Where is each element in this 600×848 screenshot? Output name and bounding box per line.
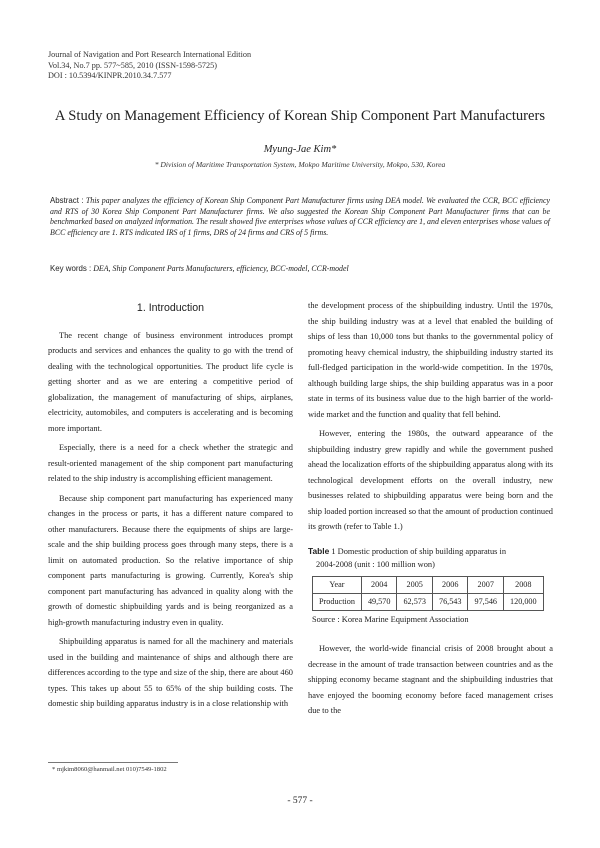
table-cell: Year bbox=[313, 576, 362, 593]
table-cell: 120,000 bbox=[504, 593, 544, 610]
author-affiliation: * Division of Maritime Transportation System, Mokpo Maritime University, Mokpo, 530, Korea bbox=[154, 160, 446, 169]
right-column bbox=[308, 298, 553, 719]
production-table bbox=[312, 576, 544, 611]
table-cell: 2005 bbox=[397, 576, 433, 593]
table-cell: 2007 bbox=[468, 576, 504, 593]
table-source: Source : Korea Marine Equipment Association bbox=[312, 614, 469, 624]
section-heading: 1. Introduction bbox=[136, 302, 205, 314]
table-cell: 97,546 bbox=[468, 593, 504, 610]
keywords bbox=[50, 264, 550, 273]
footnote: * mjkim8060@hanmail.net 010)7549-1802 bbox=[52, 766, 167, 773]
paragraph: However, entering the 1980s, the outward appearance of the shipbuilding industry grew rapidly and while the government pushed ahead the localization efforts of the shipbuilding apparatus along with its technological development efforts on the overall industry, new businesses related to shipbuilding apparatus were being born and the ship loaded portion increased so that the amount of production continued its growth (refer to Table 1.) bbox=[308, 429, 553, 531]
table-label: Table bbox=[308, 545, 330, 556]
abstract-label: Abstract : bbox=[50, 196, 84, 205]
table-header-row bbox=[313, 576, 544, 593]
journal-volume: Vol.34, No.7 pp. 577~585, 2010 (ISSN-1598-5725) bbox=[48, 60, 217, 70]
journal-doi: DOI : 10.5394/KINPR.2010.34.7.577 bbox=[48, 71, 172, 80]
table-cell: 2008 bbox=[504, 576, 544, 593]
journal-header bbox=[48, 50, 251, 82]
table-caption bbox=[308, 545, 553, 572]
keywords-label: Key words : bbox=[50, 264, 92, 273]
journal-name: Journal of Navigation and Port Research International Edition bbox=[48, 50, 252, 59]
abstract-text: This paper analyzes the efficiency of Korean Ship Component Part Manufacturer firms using DEA model. We evaluated the CCR, BCC efficiency and RTS of 30 Korea Ship Component Part Manufacturer firms. We also suggested the Korean Ship Component Part Manufacturer firms that can be benchmarked based on analyzed information. The result showed five enterprises whose values of CCR efficiency are 1, and eleven enterprises whose values of BCC efficiency are 1. RTS indicated IRS of 1 firms, DRS of 24 firms and CRS of 5 firms. bbox=[50, 196, 550, 238]
table-cell: 2006 bbox=[432, 576, 468, 593]
abstract bbox=[50, 196, 550, 239]
table-number: 1 bbox=[331, 546, 336, 556]
footnote-divider bbox=[48, 762, 178, 763]
author-name: Myung-Jae Kim* bbox=[263, 144, 337, 155]
paragraph: However, the world-wide financial crisis of 2008 brought about a decrease in the amount of trade transaction between countries and as the shipping economy became stagnant and the shipbuilding industries that have enjoyed the booming economy before faced management crises due to the bbox=[308, 644, 553, 715]
table-cell: 62,573 bbox=[397, 593, 433, 610]
table-cell: 49,570 bbox=[361, 593, 397, 610]
table-row bbox=[313, 593, 544, 610]
paragraph: Because ship component part manufacturing has experienced many changes in the process or parts, it has a different nature compared to other manufacturers. Because there the equipments of ships are large-scale and the ship building process goes through many steps, there is a limit on automated production. So the relative importance of ship component parts manufacturing is growing. Currently, Korea's ship component part manufacturing has advanced in quality along with the growth of domestic shipbuilding yards and is being reorganized as a high-growth manufacturing industry even in quality. bbox=[48, 493, 293, 627]
paragraph: The recent change of business environment introduces prompt products and services and enhances the quality to go with the trend of dealing with the technological opportunities. The product life cycle is getting shorter and as we are entering a competitive period of globalization, the management of manufacturing of ships, airplanes, electricity, automobiles, and computers is accelerating and is becoming more important. bbox=[48, 330, 293, 433]
paragraph: the development process of the shipbuilding industry. Until the 1970s, the ship building industry was at a level that enabled the building of ships of less than 10,000 tons but thanks to the governmental policy of promoting heavy chemical industry, the shipbuilding industry started its full-fledged participation in the world-wide competition. In the 1970s, although building large ships, the ship building apparatus was in a poor state in terms of its business value due to the high barrier of the world-wide market and the function and quality that fell behind. bbox=[308, 301, 553, 419]
paragraph: Shipbuilding apparatus is named for all the machinery and materials used in the building and maintenance of ships and although there are differences according to the type and size of the ship, there are about 460 types. This takes up about 55 to 65% of the ship building costs. The domestic ship building apparatus industry is in a close relationship with bbox=[48, 637, 293, 708]
table-caption-unit: 2004-2008 (unit : 100 million won) bbox=[316, 560, 435, 569]
page-number: - 577 - bbox=[287, 796, 313, 806]
table-caption-text: Domestic production of ship building apparatus in bbox=[337, 546, 507, 556]
table-cell: Production bbox=[313, 593, 362, 610]
table-cell: 76,543 bbox=[432, 593, 468, 610]
left-column bbox=[48, 298, 293, 712]
keywords-text: DEA, Ship Component Parts Manufacturers, efficiency, BCC-model, CCR-model bbox=[93, 264, 349, 273]
paragraph: Especially, there is a need for a check whether the strategic and result-oriented management of the ship component part manufacturing related to the ship industry is accomplishing efficient management. bbox=[48, 443, 293, 483]
table-cell: 2004 bbox=[361, 576, 397, 593]
paper-title: A Study on Management Efficiency of Korean Ship Component Part Manufacturers bbox=[54, 108, 546, 124]
